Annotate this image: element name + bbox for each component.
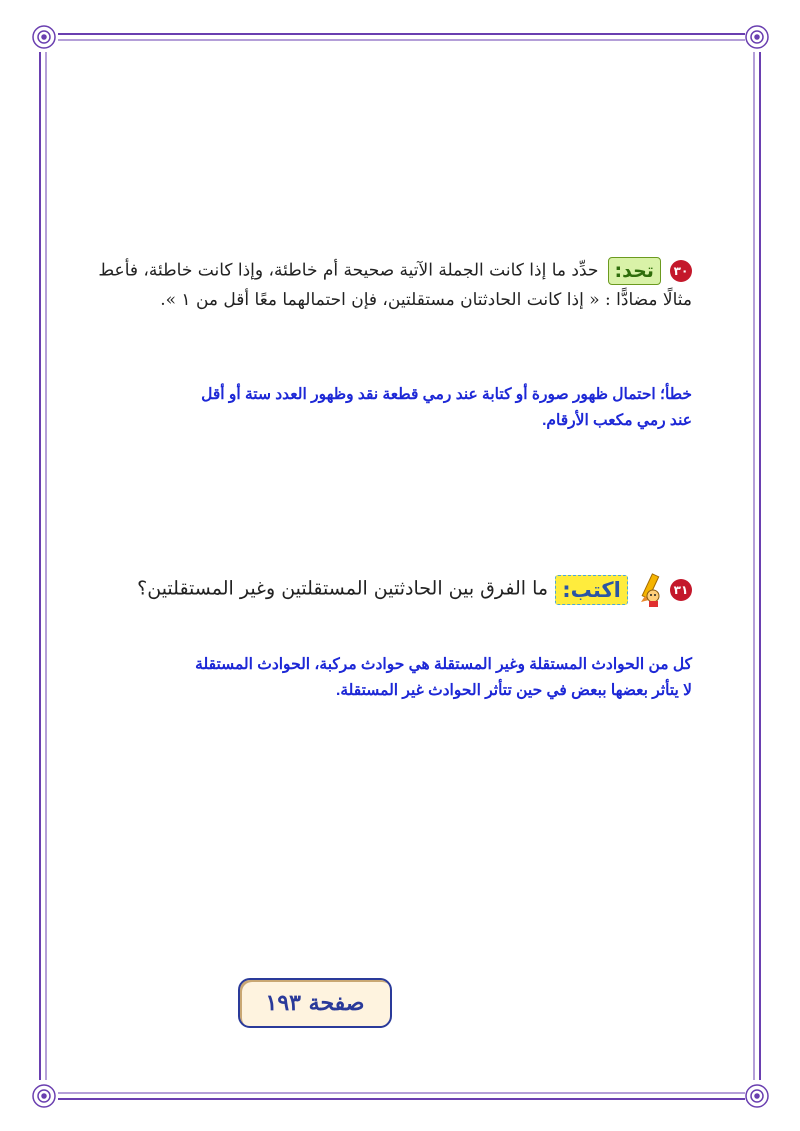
- pencil-character-icon: [635, 572, 665, 608]
- question-number-badge: ٣١: [670, 579, 692, 601]
- answer-31-line1: كل من الحوادث المستقلة وغير المستقلة هي حوادث مركبة، الحوادث المستقلة: [195, 656, 692, 673]
- answer-30: [112, 382, 692, 434]
- question-number-badge: ٣٠: [670, 260, 692, 282]
- answer-31: [112, 652, 692, 704]
- question-31-text: ما الفرق بين الحادثتين المستقلتين وغير المستقلتين؟: [137, 577, 549, 600]
- answer-30-line2: عند رمي مكعب الأرقام.: [542, 412, 692, 429]
- frame-corner-ornaments: [33, 26, 768, 1107]
- answer-30-line1: خطأ؛ احتمال ظهور صورة أو كتابة عند رمي قطعة نقد وظهور العدد ستة أو أقل: [201, 386, 692, 403]
- challenge-tag: تحد:: [608, 257, 661, 285]
- page-number: صفحة ١٩٣: [238, 978, 392, 1028]
- answer-31-line2: لا يتأثر بعضها ببعض في حين تتأثر الحوادث غير المستقلة.: [336, 682, 692, 699]
- question-30-line2: مثالًا مضادًّا : « إذا كانت الحادثتان مستقلتين، فإن احتمالهما معًا أقل من ١ ».: [160, 290, 692, 310]
- write-tag: اكتب:: [555, 575, 628, 605]
- question-31: [92, 572, 692, 608]
- question-30-continued: [92, 290, 692, 310]
- question-30: [92, 257, 692, 285]
- question-30-line1: حدِّد ما إذا كانت الجملة الآتية صحيحة أم خاطئة، وإذا كانت خاطئة، فأعط: [98, 260, 599, 281]
